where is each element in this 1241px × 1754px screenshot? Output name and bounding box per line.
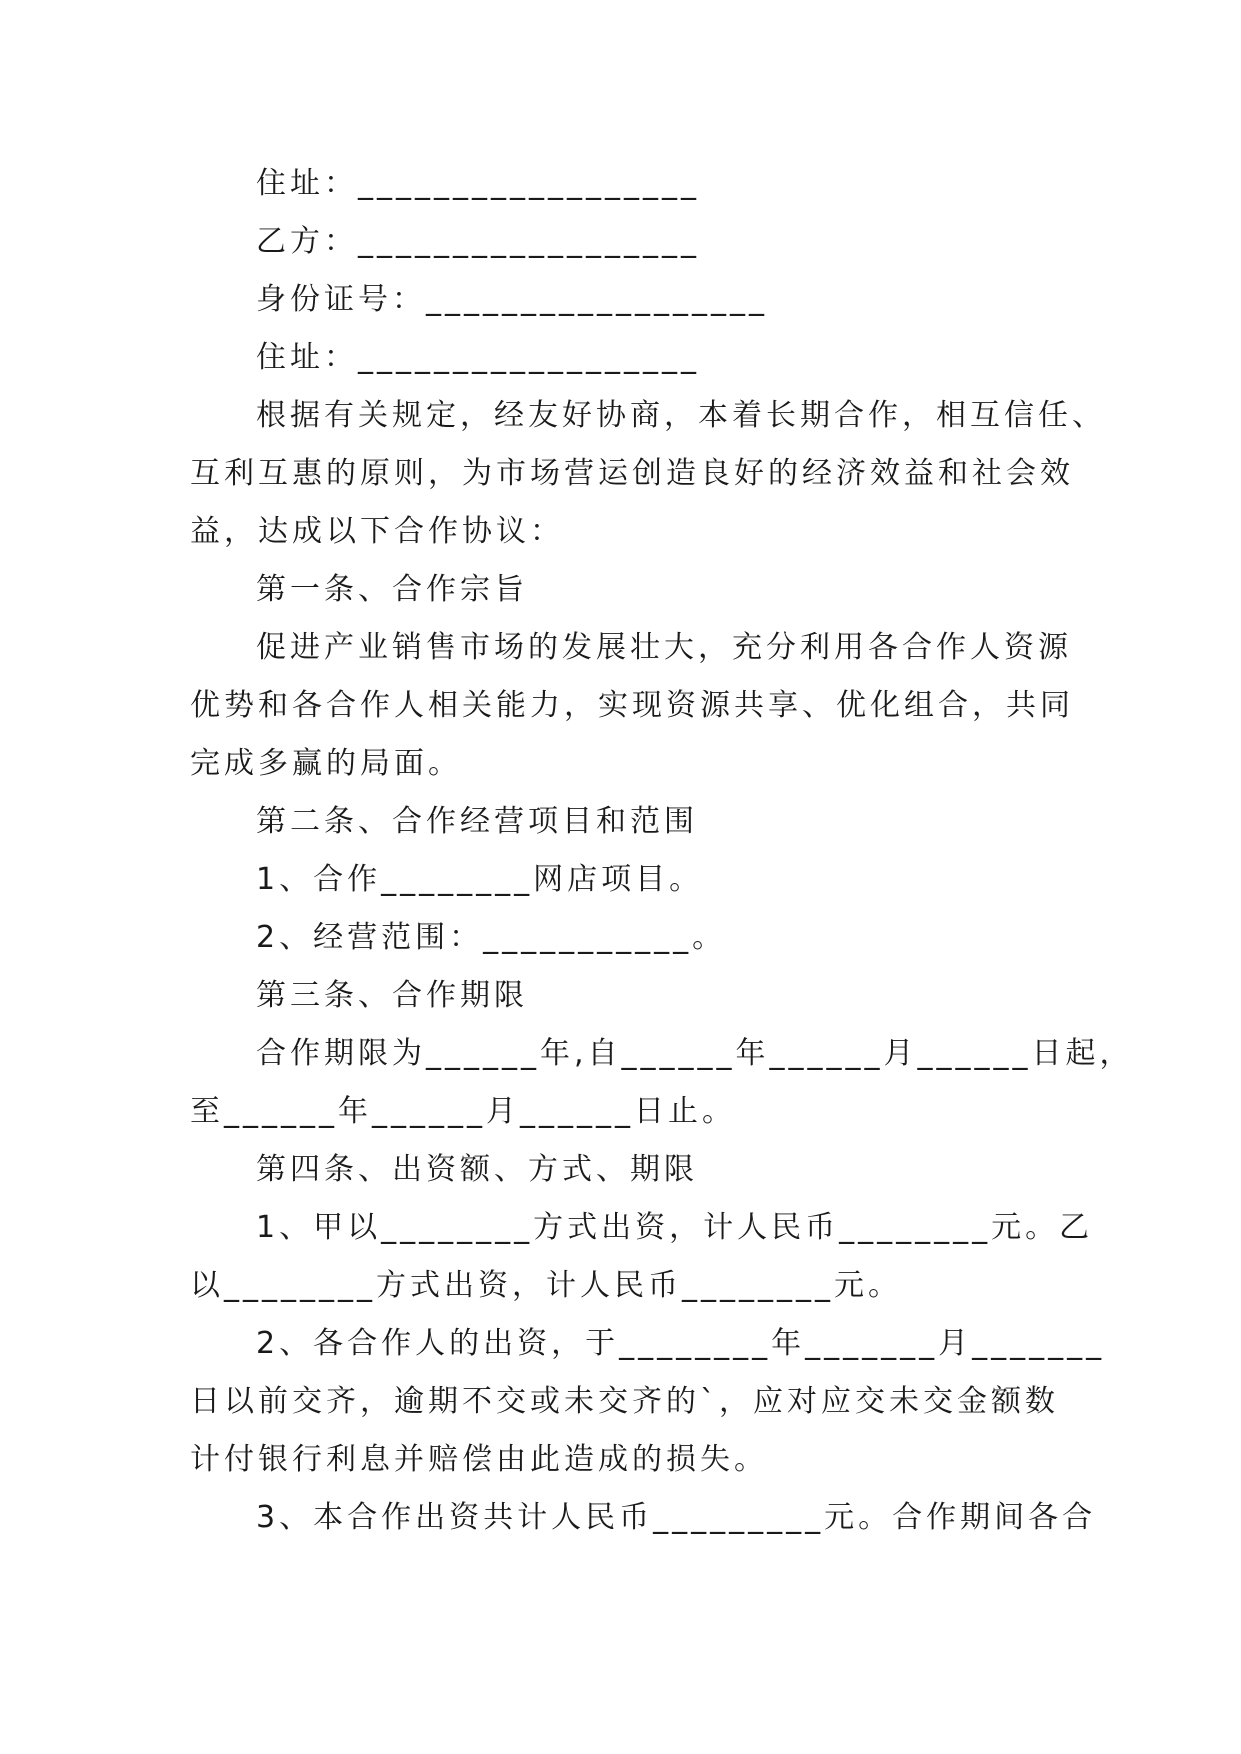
article-4-item-3-line-1: 3、本合作出资共计人民币_________元。合作期间各合 (256, 1500, 1097, 1535)
party-b-line: 乙方：__________________ (256, 224, 700, 259)
article-3-text-1: 合作期限为______年,自______年______月______日起， (256, 1036, 1134, 1071)
article-4-item-2-line-2: 日以前交齐，逾期不交或未交齐的`，应对应交未交金额数 (190, 1384, 1059, 1419)
article-1-text-2: 优势和各合作人相关能力，实现资源共享、优化组合，共同 (190, 688, 1074, 723)
article-4-item-1-line-2: 以________方式出资，计人民币________元。 (190, 1268, 902, 1303)
article-2-heading: 第二条、合作经营项目和范围 (256, 804, 698, 839)
address-line-party-a: 住址：__________________ (256, 166, 700, 201)
article-4-item-2-line-3: 计付银行利息并赔偿由此造成的损失。 (190, 1442, 768, 1477)
id-number-line: 身份证号：__________________ (256, 282, 768, 317)
article-2-item-2: 2、经营范围：___________。 (256, 920, 727, 955)
document-body (190, 155, 1134, 1547)
article-4-heading: 第四条、出资额、方式、期限 (256, 1152, 698, 1187)
article-1-text-3: 完成多赢的局面。 (190, 746, 462, 781)
article-3-text-2: 至______年______月______日止。 (190, 1094, 736, 1129)
article-2-item-1: 1、合作________网店项目。 (256, 862, 704, 897)
article-1-text-1: 促进产业销售市场的发展壮大，充分利用各合作人资源 (256, 630, 1072, 665)
article-4-item-1-line-1: 1、甲以________方式出资，计人民币________元。乙 (256, 1210, 1094, 1245)
preamble-line-3: 益，达成以下合作协议： (190, 514, 564, 549)
preamble-line-2: 互利互惠的原则，为市场营运创造良好的经济效益和社会效 (190, 456, 1074, 491)
address-line-party-b: 住址：__________________ (256, 340, 700, 375)
article-1-heading: 第一条、合作宗旨 (256, 572, 528, 607)
preamble-line-1: 根据有关规定，经友好协商，本着长期合作，相互信任、 (256, 398, 1106, 433)
article-3-heading: 第三条、合作期限 (256, 978, 528, 1013)
article-4-item-2-line-1: 2、各合作人的出资，于________年_______月_______ (256, 1326, 1106, 1361)
